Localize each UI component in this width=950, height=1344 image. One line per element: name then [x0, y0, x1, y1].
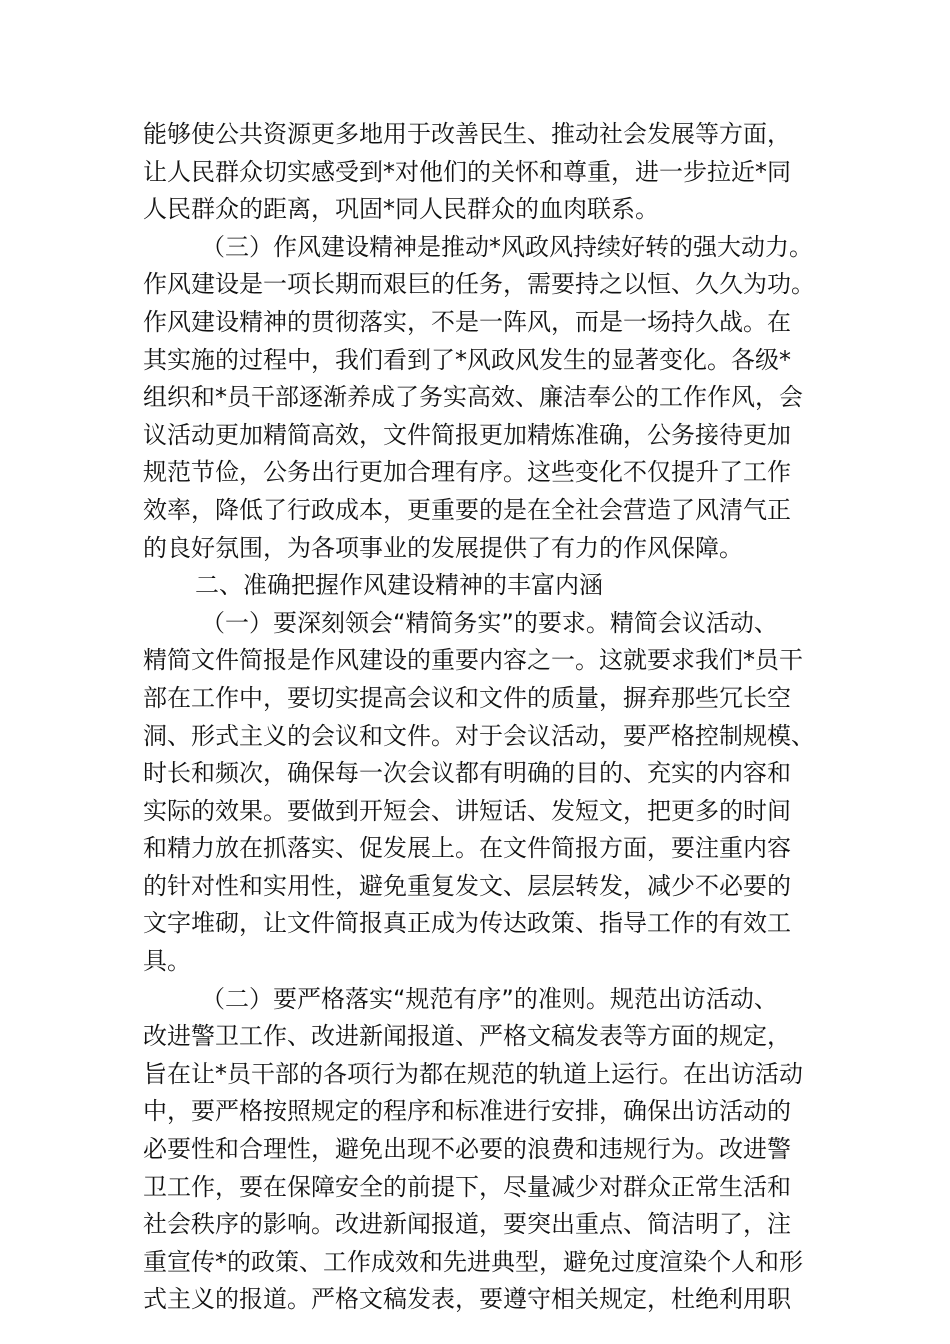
text-line: 议活动更加精简高效，文件简报更加精炼准确，公务接待更加: [143, 420, 791, 449]
text-line: 让人民群众切实感受到*对他们的关怀和尊重，进一步拉近*同: [143, 157, 791, 186]
text-line: 式主义的报道。严格文稿发表，要遵守相关规定，杜绝利用职: [143, 1285, 791, 1314]
text-line: 改进警卫工作、改进新闻报道、严格文稿发表等方面的规定，: [143, 1022, 791, 1051]
document-body: [143, 116, 823, 1319]
text-line: 具。: [143, 947, 191, 976]
text-line: 组织和*员干部逐渐养成了务实高效、廉洁奉公的工作作风，会: [143, 383, 803, 412]
text-line: 能够使公共资源更多地用于改善民生、推动社会发展等方面，: [143, 120, 791, 148]
text-line: 作风建设是一项长期而艰巨的任务，需要持之以恒、久久为功。: [143, 270, 815, 299]
text-line: 必要性和合理性，避免出现不必要的浪费和违规行为。改进警: [143, 1135, 791, 1164]
text-line: 文字堆砌，让文件简报真正成为传达政策、指导工作的有效工: [143, 909, 791, 938]
text-line: 其实施的过程中，我们看到了*风政风发生的显著变化。各级*: [143, 345, 791, 374]
text-line: 作风建设精神的贯彻落实，不是一阵风，而是一场持久战。在: [143, 307, 791, 336]
text-line: 和精力放在抓落实、促发展上。在文件简报方面，要注重内容: [143, 834, 791, 863]
text-line: 的针对性和实用性，避免重复发文、层层转发，减少不必要的: [143, 871, 791, 900]
text-line: 中，要严格按照规定的程序和标准进行安排，确保出访活动的: [143, 1097, 791, 1126]
text-line: 部在工作中，要切实提高会议和文件的质量，摒弃那些冗长空: [143, 683, 791, 712]
text-line: 人民群众的距离，巩固*同人民群众的血肉联系。: [143, 195, 659, 224]
text-line: 社会秩序的影响。改进新闻报道，要突出重点、简洁明了，注: [143, 1210, 791, 1239]
text-line: 卫工作，要在保障安全的前提下，尽量减少对群众正常生活和: [143, 1172, 791, 1201]
chapter-heading: 二、准确把握作风建设精神的丰富内涵: [195, 571, 603, 600]
section-heading-3: （三）作风建设精神是推动*风政风持续好转的强大动力。: [201, 232, 813, 261]
text-line: 效率，降低了行政成本，更重要的是在全社会营造了风清气正: [143, 495, 791, 524]
text-line: 实际的效果。要做到开短会、讲短话、发短文，把更多的时间: [143, 796, 791, 825]
text-line: 重宣传*的政策、工作成效和先进典型，避免过度渲染个人和形: [143, 1247, 803, 1276]
text-line: 时长和频次，确保每一次会议都有明确的目的、充实的内容和: [143, 759, 791, 788]
text-line: 规范节俭，公务出行更加合理有序。这些变化不仅提升了工作: [143, 458, 791, 487]
text-line: 旨在让*员干部的各项行为都在规范的轨道上运行。在出访活动: [143, 1059, 803, 1088]
text-line: 洞、形式主义的会议和文件。对于会议活动，要严格控制规模、: [143, 721, 815, 750]
section-heading-1: （一）要深刻领会“精简务实”的要求。精简会议活动、: [201, 608, 778, 637]
section-heading-2: （二）要严格落实“规范有序”的准则。规范出访活动、: [201, 984, 778, 1013]
text-line: 的良好氛围，为各项事业的发展提供了有力的作风保障。: [143, 533, 743, 562]
text-line: 精简文件简报是作风建设的重要内容之一。这就要求我们*员干: [143, 646, 803, 675]
